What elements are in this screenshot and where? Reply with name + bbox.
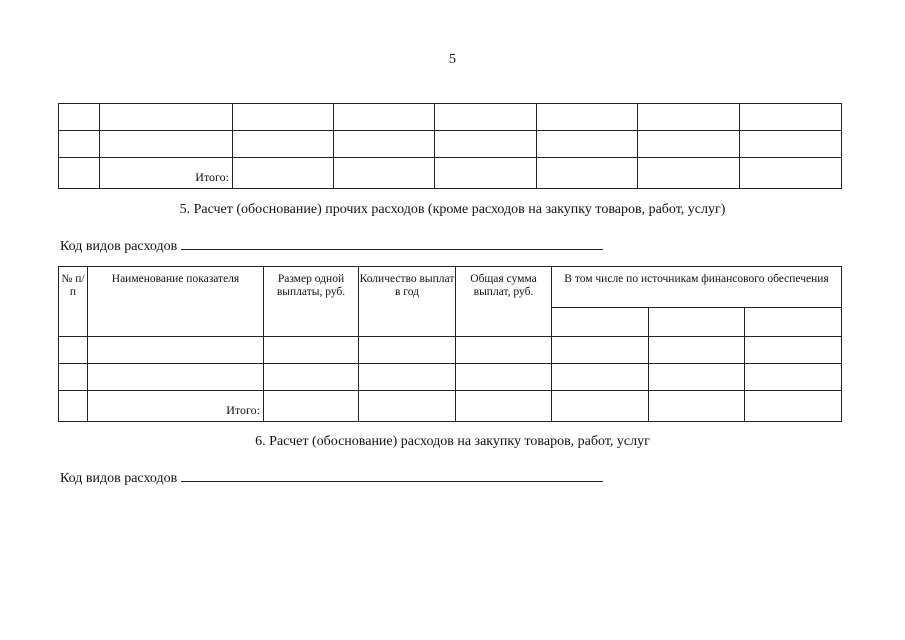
table-row xyxy=(59,131,842,158)
table-cell xyxy=(638,104,740,131)
table-cell xyxy=(537,131,638,158)
table-cell xyxy=(740,158,842,189)
table-cell xyxy=(359,364,456,391)
table-cell xyxy=(233,158,334,189)
table-cell xyxy=(100,104,233,131)
table-cell xyxy=(649,391,745,422)
header-payment-size: Размер одной выплаты, руб. xyxy=(264,267,359,337)
header-funding-sources: В том числе по источникам финансового обеспечения xyxy=(552,267,842,308)
table-row-total xyxy=(59,158,842,189)
table-cell xyxy=(537,104,638,131)
table-row xyxy=(59,104,842,131)
page-number: 5 xyxy=(449,52,456,67)
table-cell xyxy=(334,158,435,189)
table-row xyxy=(59,364,842,391)
table-cell xyxy=(88,337,264,364)
table-cell xyxy=(638,131,740,158)
table-cell xyxy=(649,337,745,364)
table-cell xyxy=(359,391,456,422)
expense-code-line xyxy=(60,468,603,487)
table-cell xyxy=(638,158,740,189)
section-6-heading: 6. Расчет (обоснование) расходов на закупку товаров, работ, услуг xyxy=(255,434,650,449)
table-cell xyxy=(435,158,537,189)
table-cell xyxy=(334,104,435,131)
table-cell xyxy=(456,391,552,422)
table-cell xyxy=(745,308,842,337)
table-row xyxy=(59,337,842,364)
expense-code-blank[interactable] xyxy=(181,468,603,482)
table-cell xyxy=(537,158,638,189)
table-cell xyxy=(456,364,552,391)
table-cell xyxy=(59,158,100,189)
section-5-heading: 5. Расчет (обоснование) прочих расходов (кроме расходов на закупку товаров, работ, услуг) xyxy=(179,202,726,217)
table-header-row xyxy=(59,267,842,308)
table-cell xyxy=(552,308,649,337)
itogo-label: Итого: xyxy=(100,158,233,189)
table-cell xyxy=(740,131,842,158)
table-cell xyxy=(740,104,842,131)
table-cell xyxy=(649,364,745,391)
table-cell xyxy=(59,104,100,131)
table-cell xyxy=(552,391,649,422)
table-cell xyxy=(264,337,359,364)
expense-code-blank[interactable] xyxy=(181,236,603,250)
table-cell xyxy=(233,104,334,131)
table-cell xyxy=(88,364,264,391)
expense-code-label: Код видов расходов xyxy=(60,239,178,254)
expense-code-line xyxy=(60,236,603,255)
table-cell xyxy=(649,308,745,337)
table-cell xyxy=(745,337,842,364)
section-5-table xyxy=(58,266,842,422)
itogo-label: Итого: xyxy=(88,391,264,422)
table-cell xyxy=(264,391,359,422)
table-cell xyxy=(59,131,100,158)
table-cell xyxy=(745,364,842,391)
top-table-continuation xyxy=(58,103,842,189)
table-cell xyxy=(59,391,88,422)
table-cell xyxy=(552,364,649,391)
header-payment-count: Количество выплат в год xyxy=(359,267,456,337)
table-cell xyxy=(100,131,233,158)
expense-code-label: Код видов расходов xyxy=(60,471,178,486)
table-cell xyxy=(435,131,537,158)
table-cell xyxy=(359,337,456,364)
table-cell xyxy=(233,131,334,158)
header-num: № п/п xyxy=(59,267,88,337)
table-cell xyxy=(59,364,88,391)
table-cell xyxy=(456,337,552,364)
table-row-total xyxy=(59,391,842,422)
table-cell xyxy=(334,131,435,158)
table-cell xyxy=(435,104,537,131)
table-cell xyxy=(552,337,649,364)
table-cell xyxy=(745,391,842,422)
table-cell xyxy=(264,364,359,391)
header-total-sum: Общая сумма выплат, руб. xyxy=(456,267,552,337)
table-cell xyxy=(59,337,88,364)
header-name: Наименование показателя xyxy=(88,267,264,337)
